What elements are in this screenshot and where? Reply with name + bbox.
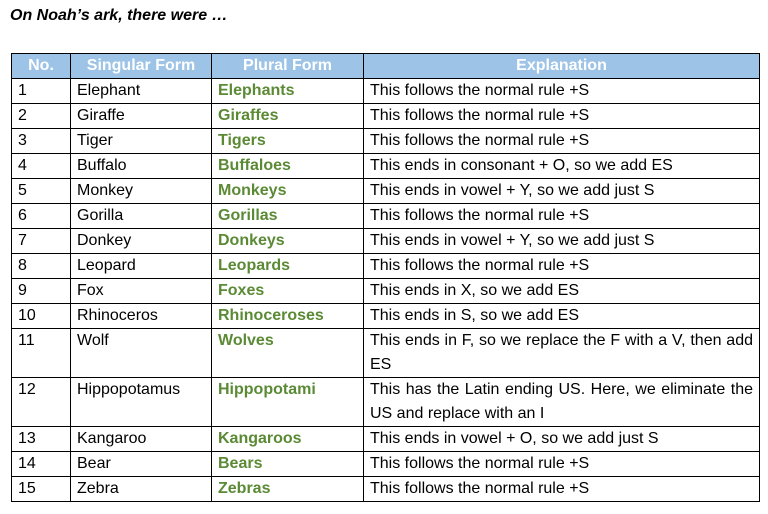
cell-explanation: This ends in vowel + O, so we add just S <box>364 427 760 452</box>
header-row <box>12 54 760 79</box>
cell-explanation: This follows the normal rule +S <box>364 204 760 229</box>
table-row <box>12 378 760 427</box>
cell-no: 15 <box>12 477 71 502</box>
cell-plural: Giraffes <box>212 104 364 129</box>
cell-no: 4 <box>12 154 71 179</box>
cell-explanation: This ends in consonant + O, so we add ES <box>364 154 760 179</box>
cell-explanation: This ends in vowel + Y, so we add just S <box>364 179 760 204</box>
cell-singular: Monkey <box>71 179 212 204</box>
table-header <box>12 54 760 79</box>
cell-singular: Kangaroo <box>71 427 212 452</box>
cell-explanation: This ends in vowel + Y, so we add just S <box>364 229 760 254</box>
cell-explanation: This follows the normal rule +S <box>364 452 760 477</box>
cell-no: 14 <box>12 452 71 477</box>
cell-plural: Donkeys <box>212 229 364 254</box>
cell-singular: Giraffe <box>71 104 212 129</box>
cell-no: 7 <box>12 229 71 254</box>
cell-no: 8 <box>12 254 71 279</box>
cell-no: 9 <box>12 279 71 304</box>
cell-singular: Tiger <box>71 129 212 154</box>
header-explanation: Explanation <box>364 54 760 79</box>
cell-plural: Monkeys <box>212 179 364 204</box>
cell-singular: Elephant <box>71 79 212 104</box>
cell-plural: Tigers <box>212 129 364 154</box>
cell-plural: Foxes <box>212 279 364 304</box>
header-singular: Singular Form <box>71 54 212 79</box>
table-row <box>12 254 760 279</box>
page-title: On Noah’s ark, there were … <box>10 7 228 24</box>
cell-no: 6 <box>12 204 71 229</box>
table-body <box>12 79 760 502</box>
table-row <box>12 279 760 304</box>
cell-plural: Leopards <box>212 254 364 279</box>
cell-explanation: This ends in F, so we replace the F with a V, then add ES <box>364 329 760 378</box>
table-row <box>12 229 760 254</box>
table-row <box>12 477 760 502</box>
cell-explanation: This follows the normal rule +S <box>364 129 760 154</box>
cell-plural: Gorillas <box>212 204 364 229</box>
cell-no: 1 <box>12 79 71 104</box>
cell-no: 13 <box>12 427 71 452</box>
cell-plural: Rhinoceroses <box>212 304 364 329</box>
cell-singular: Wolf <box>71 329 212 378</box>
cell-explanation: This ends in X, so we add ES <box>364 279 760 304</box>
cell-no: 3 <box>12 129 71 154</box>
cell-explanation: This follows the normal rule +S <box>364 104 760 129</box>
cell-plural: Zebras <box>212 477 364 502</box>
table-row <box>12 427 760 452</box>
cell-plural: Buffaloes <box>212 154 364 179</box>
cell-singular: Leopard <box>71 254 212 279</box>
table-row <box>12 304 760 329</box>
cell-no: 11 <box>12 329 71 378</box>
plurals-table <box>11 53 760 502</box>
table-row <box>12 104 760 129</box>
table-row <box>12 79 760 104</box>
cell-singular: Zebra <box>71 477 212 502</box>
cell-plural: Kangaroos <box>212 427 364 452</box>
cell-singular: Fox <box>71 279 212 304</box>
cell-explanation: This follows the normal rule +S <box>364 254 760 279</box>
cell-explanation: This follows the normal rule +S <box>364 477 760 502</box>
cell-singular: Buffalo <box>71 154 212 179</box>
table-row <box>12 154 760 179</box>
table-row <box>12 204 760 229</box>
cell-plural: Bears <box>212 452 364 477</box>
header-no: No. <box>12 54 71 79</box>
cell-no: 10 <box>12 304 71 329</box>
cell-singular: Gorilla <box>71 204 212 229</box>
table-row <box>12 452 760 477</box>
cell-plural: Hippopotami <box>212 378 364 427</box>
cell-no: 5 <box>12 179 71 204</box>
cell-explanation: This follows the normal rule +S <box>364 79 760 104</box>
cell-singular: Donkey <box>71 229 212 254</box>
cell-plural: Wolves <box>212 329 364 378</box>
cell-singular: Rhinoceros <box>71 304 212 329</box>
cell-explanation: This ends in S, so we add ES <box>364 304 760 329</box>
cell-singular: Bear <box>71 452 212 477</box>
cell-explanation: This has the Latin ending US. Here, we eliminate the US and replace with an I <box>364 378 760 427</box>
cell-singular: Hippopotamus <box>71 378 212 427</box>
table-row <box>12 129 760 154</box>
cell-plural: Elephants <box>212 79 364 104</box>
table-row <box>12 179 760 204</box>
cell-no: 2 <box>12 104 71 129</box>
cell-no: 12 <box>12 378 71 427</box>
table-row <box>12 329 760 378</box>
header-plural: Plural Form <box>212 54 364 79</box>
